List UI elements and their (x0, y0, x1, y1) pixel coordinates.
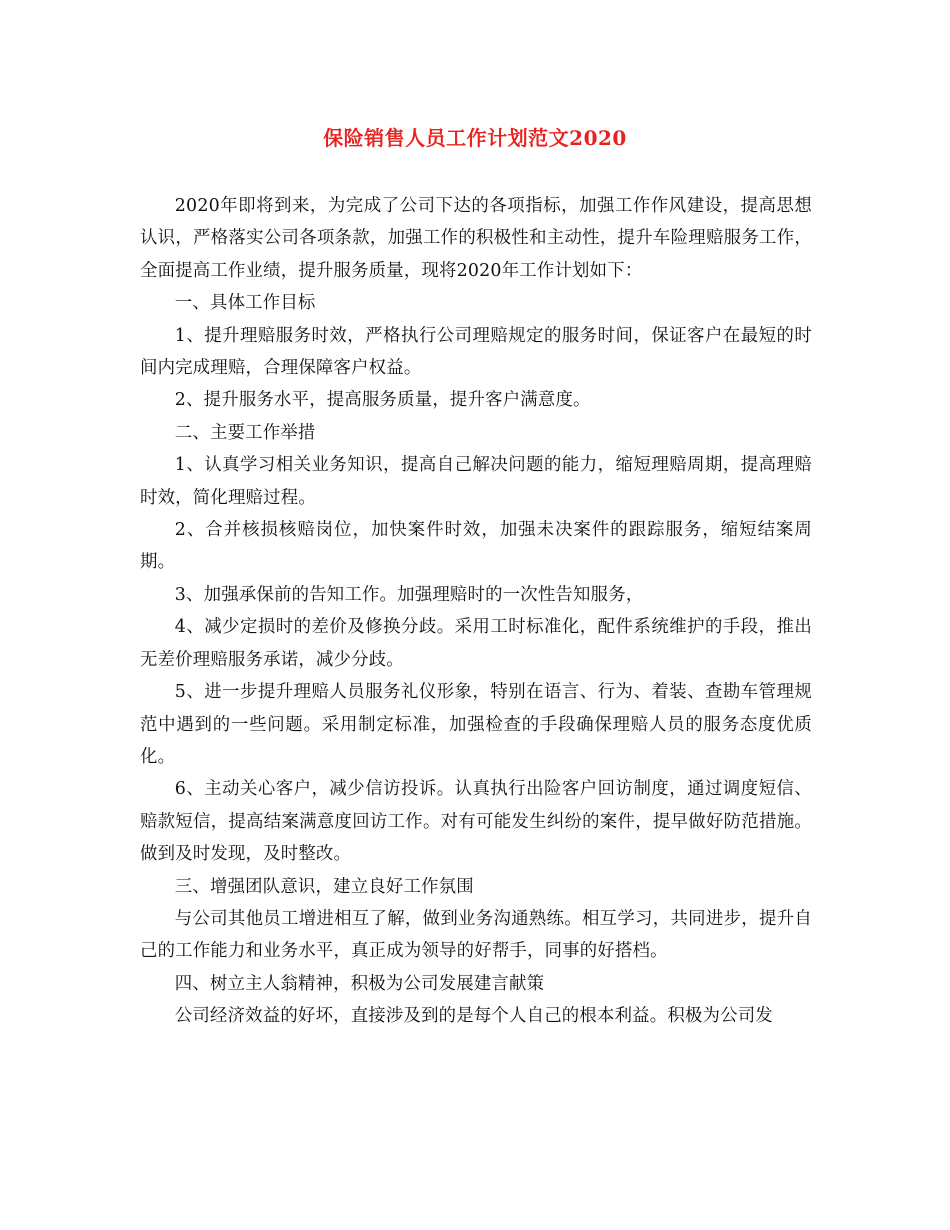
ownership-paragraph: 公司经济效益的好坏，直接涉及到的是每个人自己的根本利益。积极为公司发 (174, 1006, 773, 1027)
section-heading-ownership: 四、树立主人翁精神，积极为公司发展建言献策 (174, 973, 545, 994)
measure-item-4: 4、减少定损时的差价及修换分歧。采用工时标准化，配件系统维护的手段，推出无差价理赔服务承诺，减少分歧。 (140, 617, 812, 670)
measure-item-1: 1、认真学习相关业务知识，提高自己解决问题的能力，缩短理赔周期，提高理赔时效，简化理赔过程。 (140, 455, 812, 508)
section-heading-teamwork: 三、增强团队意识，建立良好工作氛围 (174, 876, 474, 897)
measure-item-3: 3、加强承保前的告知工作。加强理赔时的一次性告知服务， (174, 584, 644, 605)
intro-paragraph: 2020年即将到来，为完成了公司下达的各项指标，加强工作作风建设，提高思想认识，严格落实公司各项条款，加强工作的积极性和主动性，提升车险理赔服务工作，全面提高工作业绩，提升服务质量，现将2020年工作计划如下： (140, 196, 812, 281)
measure-item-6: 6、主动关心客户，减少信访投诉。认真执行出险客户回访制度，通过调度短信、赔款短信，提高结案满意度回访工作。对有可能发生纠纷的案件，提早做好防范措施。做到及时发现，及时整改。 (140, 779, 812, 865)
measure-item-5: 5、进一步提升理赔人员服务礼仪形象，特别在语言、行为、着装、查勘车管理规范中遇到的一些问题。采用制定标准，加强检查的手段确保理赔人员的服务态度优质化。 (140, 682, 812, 767)
measure-item-2: 2、合并核损核赔岗位，加快案件时效，加强未决案件的跟踪服务，缩短结案周期。 (140, 520, 812, 573)
section-heading-measures: 二、主要工作举措 (174, 422, 316, 443)
section-heading-goals: 一、具体工作目标 (174, 293, 316, 314)
goal-item-2: 2、提升服务水平，提高服务质量，提升客户满意度。 (174, 390, 591, 411)
document-body (140, 190, 812, 1033)
teamwork-paragraph: 与公司其他员工增进相互了解，做到业务沟通熟练。相互学习，共同进步，提升自己的工作能力和业务水平，真正成为领导的好帮手，同事的好搭档。 (140, 908, 812, 962)
goal-item-1: 1、提升理赔服务时效，严格执行公司理赔规定的服务时间，保证客户在最短的时间内完成理赔，合理保障客户权益。 (140, 325, 812, 379)
document-title: 保险销售人员工作计划范文2020 (323, 126, 627, 150)
